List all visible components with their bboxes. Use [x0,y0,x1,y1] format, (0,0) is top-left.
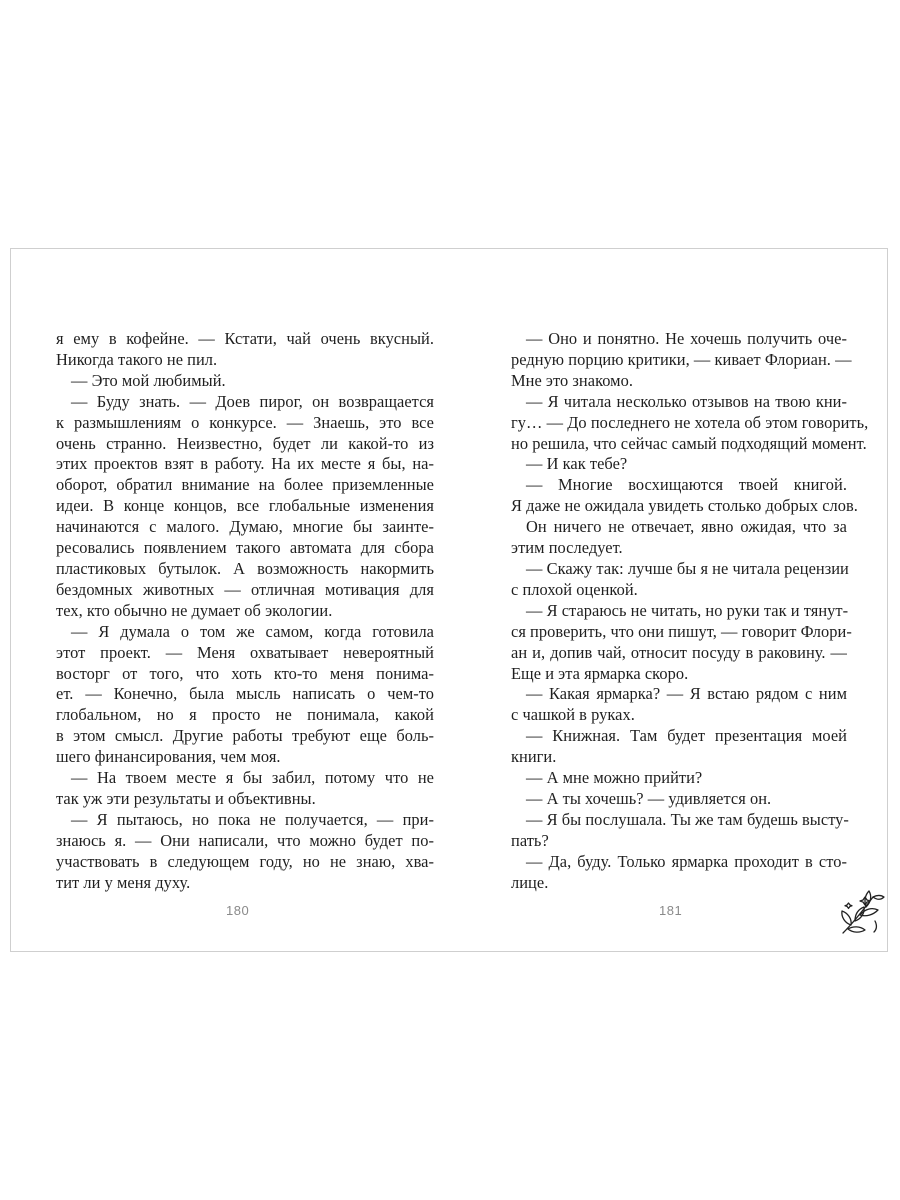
text-line: — Я думала о том же самом, когда готовила [71,621,434,641]
right-page-text [511,329,869,893]
text-line: — Оно и понятно. Не хочешь получить оче- [526,329,847,348]
text-line: но решила, что сейчас самый подходящий момент. [511,433,867,453]
text-line: лице. [511,872,549,892]
text-line: начинаются с малого. Думаю, многие бы заинте- [56,517,434,537]
text-line: — Это мой любимый. [71,370,226,390]
right-page-number: 181 [659,903,683,918]
text-line: в этом смысл. Другие работы требуют еще боль- [56,726,434,746]
text-line: — Скажу так: лучше бы я не читала рецензии [526,558,849,578]
text-line: я ему в кофейне. — Кстати, чай очень вкусный. [56,329,434,348]
text-line: — Буду знать. — Доев пирог, он возвращается [71,391,434,411]
text-line: — На твоем месте я бы забил, потому что не [71,768,434,788]
text-line: так уж эти результаты и объективны. [56,788,316,808]
text-line: — А ты хочешь? — удивляется он. [526,788,772,808]
text-line: редную порцию критики, — кивает Флориан. — [511,349,852,369]
text-line: — Книжная. Там будет презентация моей [526,726,847,746]
text-line: гу… — До последнего не хотела об этом говорить, [511,412,869,432]
text-line: — Многие восхищаются твоей книгой. [526,475,847,495]
floral-sprig-icon [833,883,889,939]
text-line: тех, кто обычно не думает об экологии. [56,600,333,620]
text-line: с плохой оценкой. [511,579,638,599]
text-line: — Я читала несколько отзывов на твою кни- [526,391,847,411]
text-line: бездомных животных — отличная мотивация для [56,579,434,599]
text-line: ан и, допив чай, относит посуду в раковину. — [511,642,847,662]
book-spread [10,248,888,952]
text-line: — Какая ярмарка? — Я встаю рядом с ним [526,684,847,704]
text-line: участвовать в следующем году, но не знаю, хва- [56,851,434,871]
text-line: — И как тебе? [526,454,628,474]
text-line: тит ли у меня духу. [56,872,191,892]
text-line: восторг от того, что хоть кто-то меня понима- [56,663,434,683]
text-line: этот проект. — Меня охватывает невероятный [56,642,434,662]
text-line: книги. [511,747,557,767]
left-page-text [56,329,434,893]
text-line: с чашкой в руках. [511,705,635,725]
text-line: знаюсь я. — Они написали, что можно будет по- [56,830,434,850]
text-line: идеи. В конце концов, все глобальные изменения [56,496,434,516]
text-line: пать? [511,830,549,850]
text-line: этих проектов взят в работу. На их месте я бы, на- [56,454,434,474]
text-line: ресовались появлением такого автомата для сбора [56,538,434,558]
text-line: очень странно. Неизвестно, будет ли какой-то из [56,433,434,453]
text-line: Он ничего не отвечает, явно ожидая, что за [526,517,847,537]
text-line: шего финансирования, чем моя. [56,747,281,767]
text-line: Я даже не ожидала увидеть столько добрых слов. [511,496,858,516]
text-line: Никогда такого не пил. [56,349,218,369]
text-line: ет. — Конечно, была мысль написать о чем-то [56,684,434,704]
text-line: — А мне можно прийти? [526,768,703,788]
text-line: — Я пытаюсь, но пока не получается, — при- [71,809,434,829]
text-line: пластиковых бутылок. А возможность накормить [56,558,434,578]
text-line: — Я стараюсь не читать, но руки так и тянут- [526,600,849,620]
text-line: оборот, обратил внимание на более приземленные [56,475,434,495]
text-line: к размышлениям о конкурсе. — Знаешь, это все [56,412,434,432]
text-line: ся проверить, что они пишут, — говорит Флори- [511,621,852,641]
text-line: — Я бы послушала. Ты же там будешь высту- [526,809,849,829]
text-line: этим последует. [511,538,623,558]
text-line: глобальном, но я просто не понимала, какой [56,705,434,725]
text-line: — Да, буду. Только ярмарка проходит в сто- [526,851,847,871]
left-page-number: 180 [226,903,250,918]
text-line: Мне это знакомо. [511,370,633,390]
text-line: Еще и эта ярмарка скоро. [511,663,689,683]
